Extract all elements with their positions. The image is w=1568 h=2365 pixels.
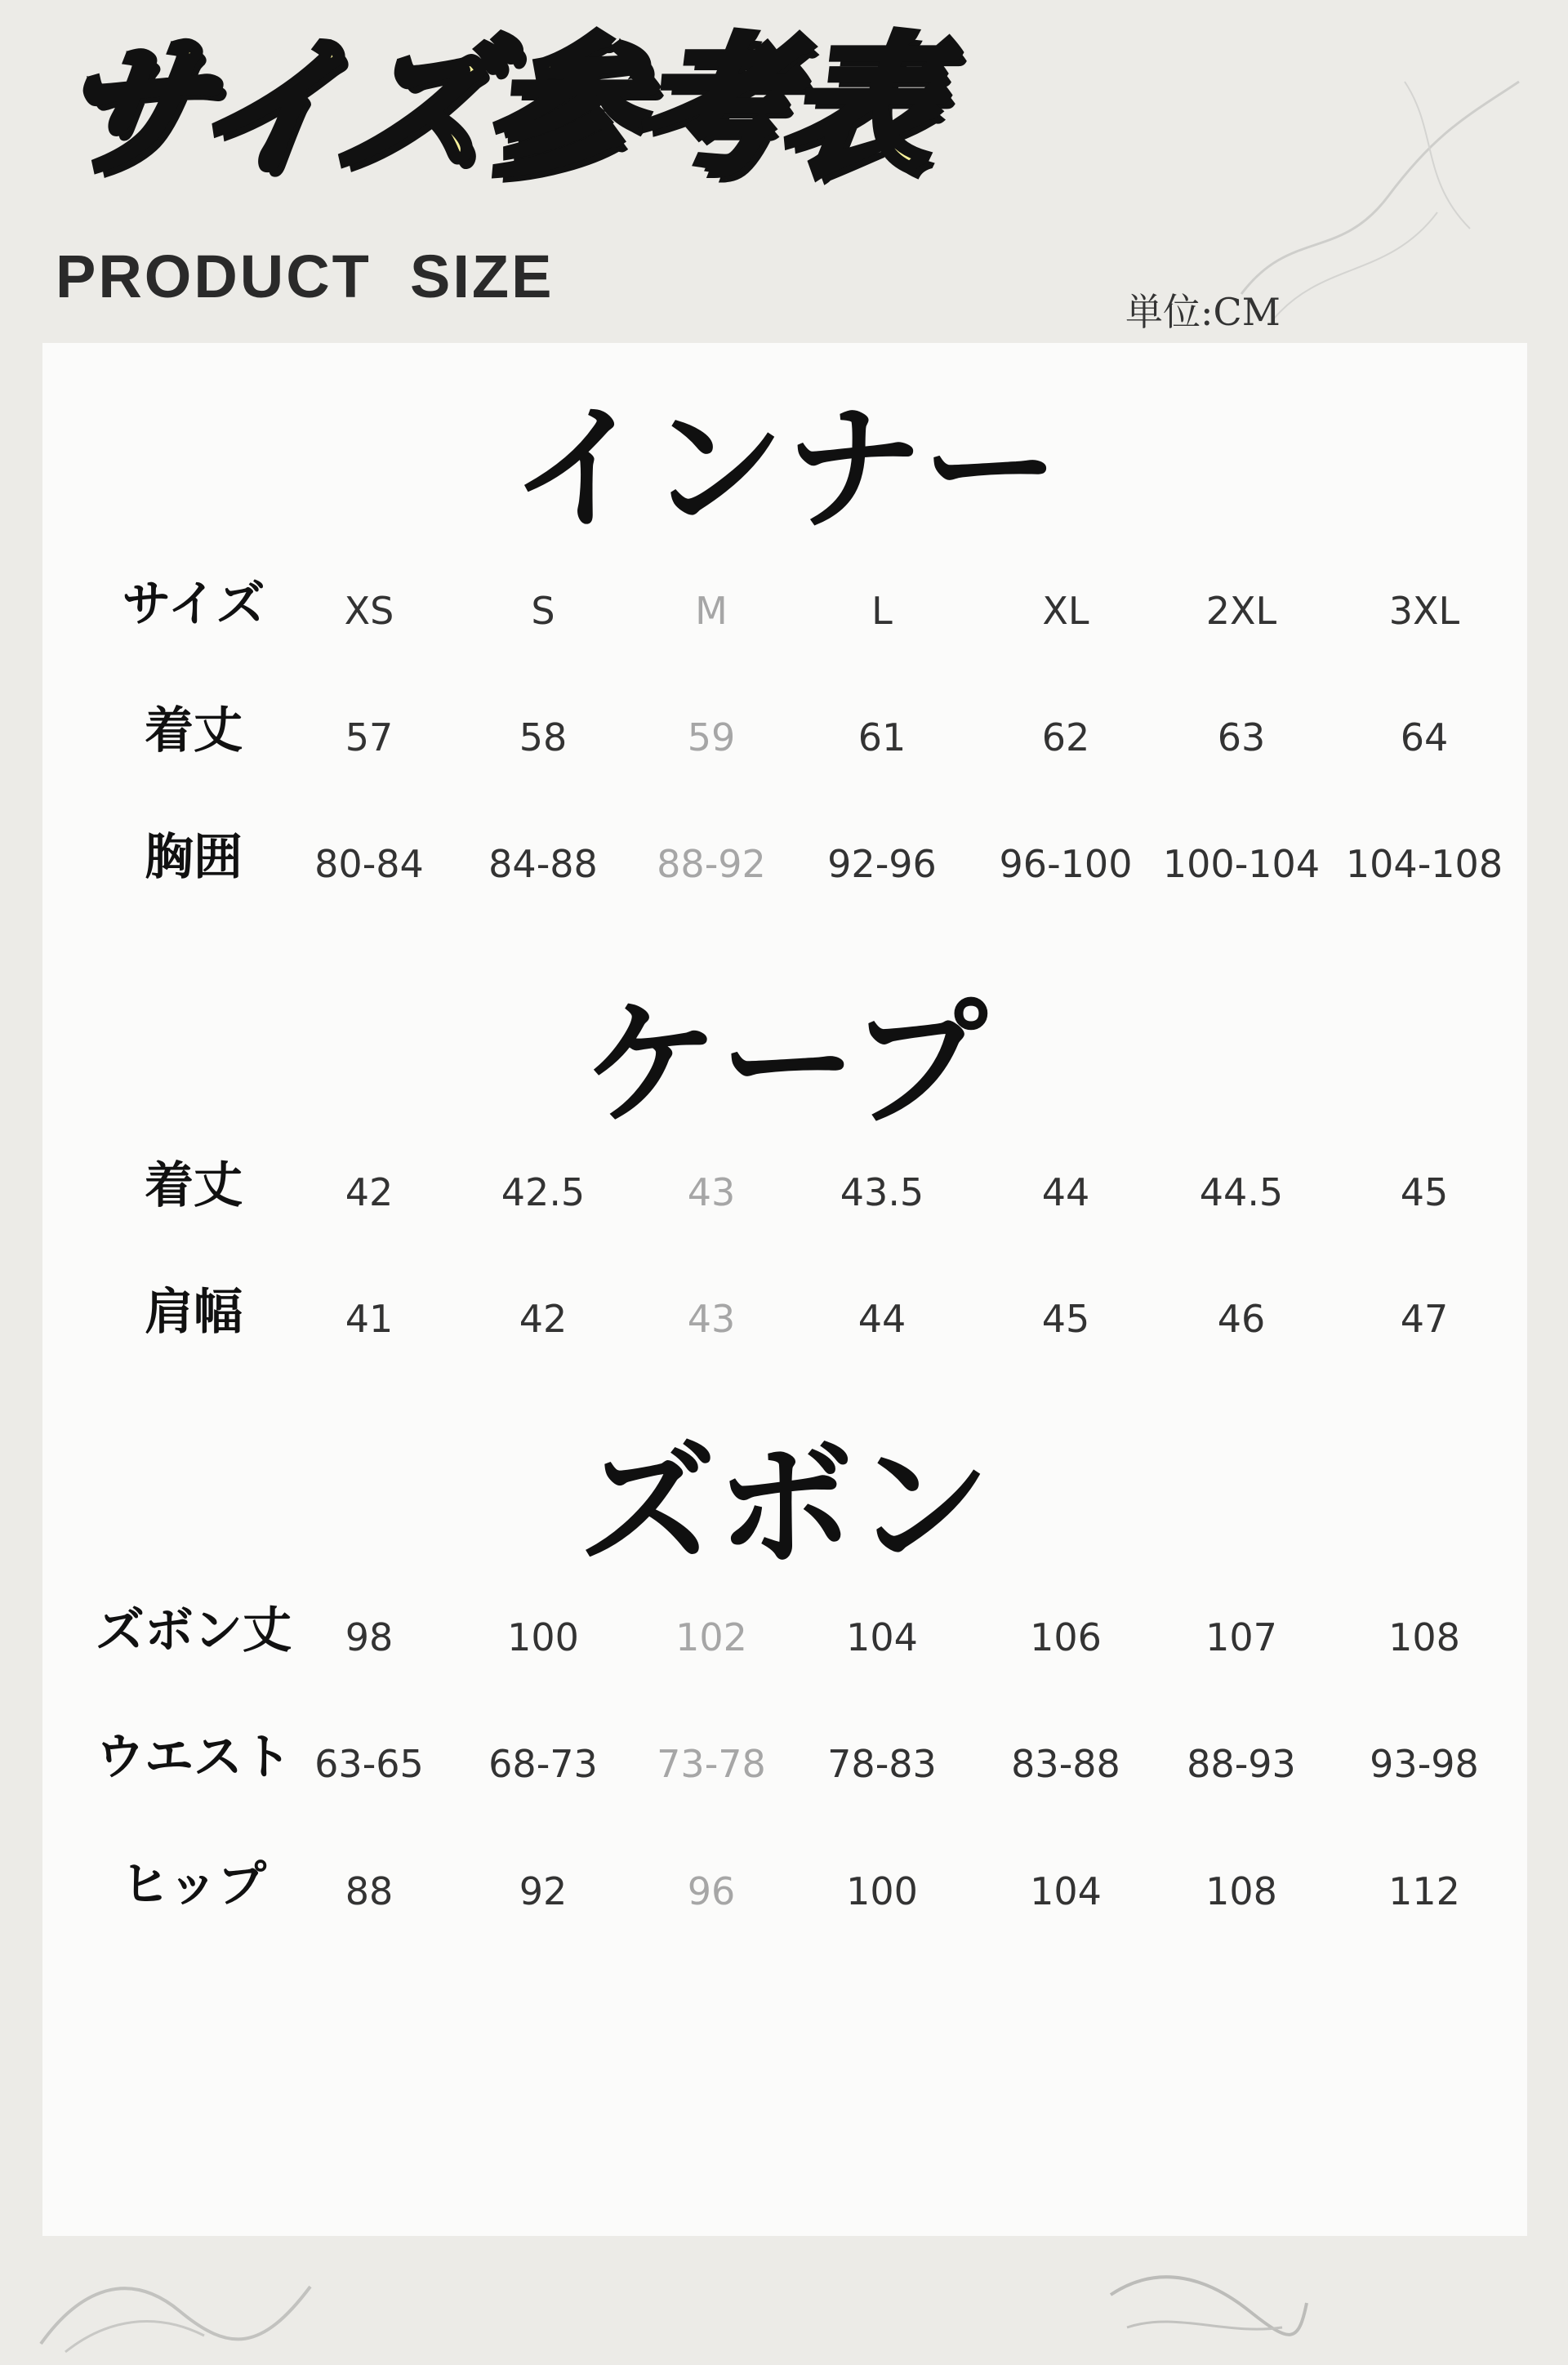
section-title-cape: ケープ — [582, 985, 987, 1145]
table-cell: 2XL — [1205, 589, 1277, 633]
table-cell: 45 — [1400, 1170, 1449, 1214]
table-cell: M — [695, 589, 728, 633]
table-cell: 88-92 — [657, 842, 766, 886]
table-cell: S — [531, 589, 555, 633]
table-cell: 42 — [519, 1297, 568, 1341]
row-label: ヒップ — [120, 1856, 267, 1913]
table-cell: 63-65 — [314, 1742, 424, 1786]
table-cell: 61 — [858, 715, 906, 759]
table-cell: 46 — [1217, 1297, 1266, 1341]
page-subtitle: PRODUCT SIZE — [56, 243, 555, 310]
table-cell: 73-78 — [657, 1742, 766, 1786]
table-cell: 112 — [1388, 1869, 1460, 1913]
sketch-decoration-bottom-left — [33, 2238, 327, 2360]
table-cell: 108 — [1388, 1615, 1460, 1659]
table-cell: XL — [1042, 589, 1089, 633]
table-row — [42, 578, 1527, 644]
row-label: ウエスト — [96, 1729, 292, 1786]
table-row — [42, 1286, 1527, 1352]
table-cell: 64 — [1400, 715, 1449, 759]
table-cell: 100-104 — [1162, 842, 1321, 886]
row-label: 着丈 — [145, 1157, 243, 1214]
table-cell: XS — [344, 589, 394, 633]
table-row — [42, 1602, 1527, 1670]
table-cell: 78-83 — [827, 1742, 937, 1786]
table-cell: 100 — [507, 1615, 579, 1659]
table-row — [42, 831, 1527, 897]
table-cell: 47 — [1400, 1297, 1449, 1341]
table-cell: 108 — [1205, 1869, 1277, 1913]
table-row — [42, 702, 1527, 770]
table-cell: 43 — [687, 1297, 736, 1341]
unit-label: 単位:CM — [1125, 290, 1281, 334]
table-cell: 43 — [687, 1170, 736, 1214]
table-cell: 80-84 — [314, 842, 424, 886]
table-cell: 100 — [846, 1869, 918, 1913]
table-cell: 88-93 — [1187, 1742, 1296, 1786]
section-title-pants: ズボン — [579, 1426, 991, 1586]
table-cell: 68-73 — [488, 1742, 598, 1786]
table-cell: 92 — [519, 1869, 568, 1913]
section-title-inner: インナー — [510, 389, 1059, 549]
size-chart-panel — [42, 343, 1527, 2236]
table-cell: 83-88 — [1011, 1742, 1120, 1786]
table-cell: 93-98 — [1370, 1742, 1479, 1786]
table-cell: 98 — [345, 1615, 394, 1659]
row-label: 着丈 — [145, 702, 243, 759]
table-cell: 42.5 — [501, 1170, 586, 1214]
table-cell: 44 — [1041, 1170, 1090, 1214]
table-cell: 107 — [1205, 1615, 1277, 1659]
table-cell: 41 — [345, 1297, 394, 1341]
table-cell: 96 — [687, 1869, 736, 1913]
table-row — [42, 1731, 1527, 1797]
sketch-decoration-bottom-right — [1102, 2246, 1315, 2360]
table-cell: 43.5 — [840, 1170, 924, 1214]
row-label: サイズ — [122, 576, 265, 633]
table-row — [42, 1856, 1527, 1924]
table-cell: 104-108 — [1345, 842, 1503, 886]
table-cell: 102 — [675, 1615, 747, 1659]
table-cell: 57 — [345, 715, 394, 759]
table-cell: 3XL — [1388, 589, 1460, 633]
table-cell: 104 — [1030, 1869, 1102, 1913]
table-cell: 59 — [687, 715, 736, 759]
table-cell: 42 — [345, 1170, 394, 1214]
table-cell: 62 — [1041, 715, 1090, 759]
table-cell: 92-96 — [827, 842, 937, 886]
page-title: サイズ参考表 — [44, 20, 945, 196]
table-cell: 96-100 — [999, 842, 1133, 886]
table-cell: 45 — [1041, 1297, 1090, 1341]
table-cell: 104 — [846, 1615, 918, 1659]
table-row — [42, 1157, 1527, 1225]
table-cell: 58 — [519, 715, 568, 759]
table-cell: 63 — [1217, 715, 1266, 759]
table-cell: 44 — [858, 1297, 906, 1341]
table-cell: 44.5 — [1199, 1170, 1284, 1214]
table-cell: 84-88 — [488, 842, 598, 886]
row-label: ズボン丈 — [96, 1602, 292, 1659]
table-cell: 88 — [345, 1869, 394, 1913]
row-label: 肩幅 — [145, 1284, 243, 1341]
row-label: 胸囲 — [145, 829, 243, 886]
table-cell: 106 — [1030, 1615, 1102, 1659]
table-cell: L — [871, 589, 893, 633]
